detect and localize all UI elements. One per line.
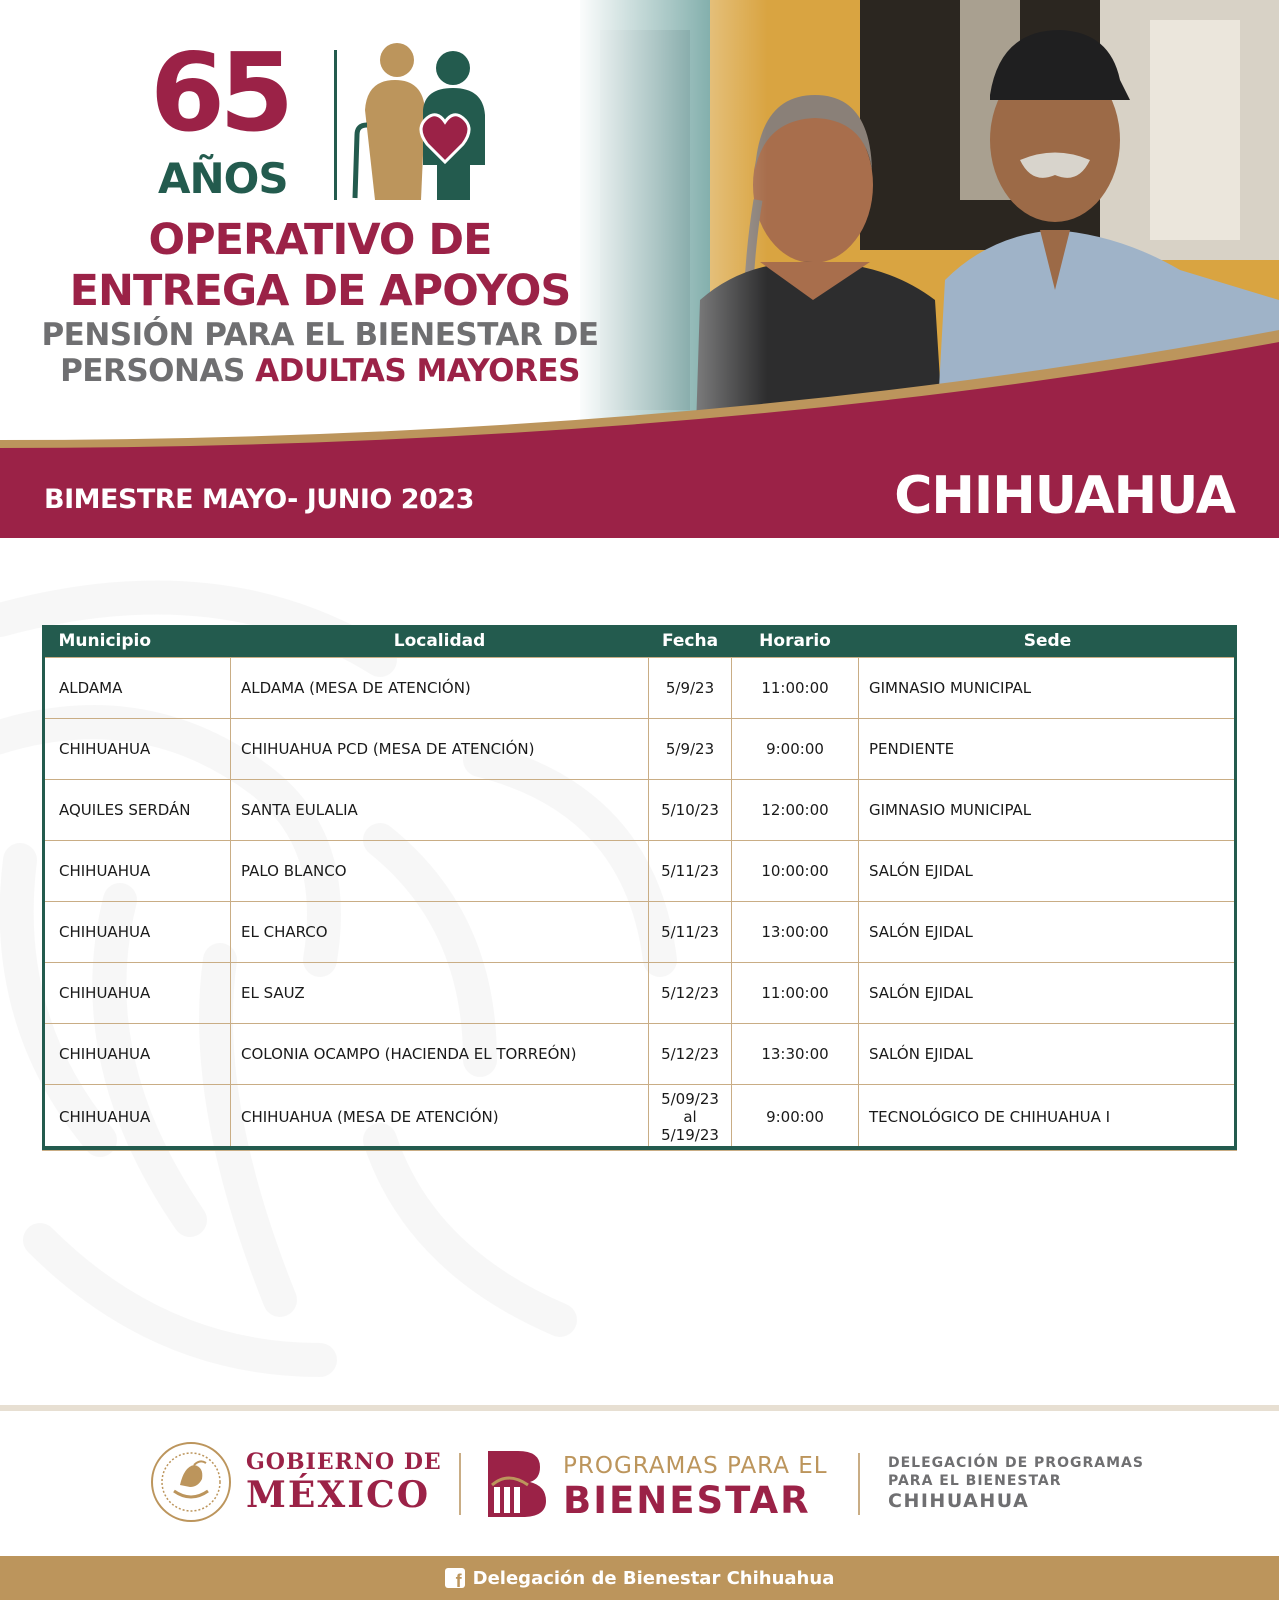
mexico-seal-icon [150, 1441, 232, 1523]
cell-localidad: CHIHUAHUA (MESA DE ATENCIÓN) [231, 1084, 649, 1150]
table-row [43, 779, 1237, 840]
fecha-end: 5/19/23 [661, 1126, 719, 1144]
main-title [20, 215, 620, 389]
table-row [43, 1084, 1237, 1150]
cell-fecha: 5/9/23 [649, 718, 732, 779]
gob-line-1: GOBIERNO DE [246, 1449, 442, 1475]
cell-localidad: SANTA EULALIA [231, 779, 649, 840]
facebook-text: Delegación de Bienestar Chihuahua [472, 1567, 835, 1589]
cell-municipio: CHIHUAHUA [43, 962, 231, 1023]
delegation-line-3: CHIHUAHUA [888, 1490, 1030, 1512]
footer-logos [0, 1411, 1279, 1556]
cell-horario: 10:00:00 [732, 840, 859, 901]
programas-bienestar-logo [563, 1453, 828, 1522]
cell-fecha: 5/11/23 [649, 901, 732, 962]
cell-fecha-range [649, 1084, 732, 1150]
logo-divider [334, 50, 337, 200]
header-localidad: Localidad [231, 625, 649, 657]
bienestar-b-icon [488, 1451, 546, 1517]
cell-fecha: 5/12/23 [649, 1023, 732, 1084]
fecha-separator: al [683, 1108, 697, 1126]
table-row [43, 657, 1237, 718]
table-header [43, 625, 1237, 657]
title-line-2: ENTREGA DE APOYOS [69, 266, 571, 316]
table-row [43, 901, 1237, 962]
cell-fecha: 5/11/23 [649, 840, 732, 901]
footer-separator [459, 1453, 461, 1515]
cell-horario: 12:00:00 [732, 779, 859, 840]
logo-word: AÑOS [158, 154, 288, 203]
cell-localidad: CHIHUAHUA PCD (MESA DE ATENCIÓN) [231, 718, 649, 779]
header-municipio: Municipio [43, 625, 231, 657]
table-row [43, 1023, 1237, 1084]
gob-line-2: MÉXICO [246, 1474, 431, 1516]
delegation-text [888, 1456, 1144, 1511]
cell-municipio: CHIHUAHUA [43, 901, 231, 962]
cell-horario: 13:00:00 [732, 901, 859, 962]
cell-horario: 9:00:00 [732, 718, 859, 779]
cell-municipio: CHIHUAHUA [43, 718, 231, 779]
cell-horario: 11:00:00 [732, 657, 859, 718]
table-row [43, 962, 1237, 1023]
cell-sede: SALÓN EJIDAL [859, 840, 1237, 901]
schedule-table [42, 625, 1237, 1151]
logo-number: 65 [150, 31, 289, 156]
cell-horario: 11:00:00 [732, 962, 859, 1023]
facebook-icon: f [445, 1568, 465, 1588]
cell-horario: 9:00:00 [732, 1084, 859, 1150]
cell-sede: SALÓN EJIDAL [859, 962, 1237, 1023]
cell-municipio: CHIHUAHUA [43, 840, 231, 901]
facebook-link[interactable] [0, 1556, 1279, 1600]
footer-separator [858, 1453, 860, 1515]
cell-localidad: PALO BLANCO [231, 840, 649, 901]
header-horario: Horario [732, 625, 859, 657]
cell-sede: SALÓN EJIDAL [859, 901, 1237, 962]
header-sede: Sede [859, 625, 1237, 657]
title-line-1: OPERATIVO DE [148, 215, 492, 265]
cell-localidad: EL SAUZ [231, 962, 649, 1023]
cell-sede: TECNOLÓGICO DE CHIHUAHUA I [859, 1084, 1237, 1150]
subtitle-line-2-gray: PERSONAS [60, 353, 245, 389]
delegation-line-2: PARA EL BIENESTAR [888, 1473, 1062, 1489]
cell-sede: GIMNASIO MUNICIPAL [859, 779, 1237, 840]
65-anos-logo [150, 31, 510, 210]
cell-municipio: AQUILES SERDÁN [43, 779, 231, 840]
cell-localidad: EL CHARCO [231, 901, 649, 962]
elderly-couple-icon [345, 40, 495, 205]
programs-line-1: PROGRAMAS PARA EL [563, 1453, 828, 1479]
subtitle-line-2 [20, 353, 620, 389]
header-fecha: Fecha [649, 625, 732, 657]
cell-municipio: CHIHUAHUA [43, 1023, 231, 1084]
cell-municipio: ALDAMA [43, 657, 231, 718]
cell-sede: GIMNASIO MUNICIPAL [859, 657, 1237, 718]
table-row [43, 718, 1237, 779]
facebook-bar [0, 1556, 1279, 1600]
cell-fecha: 5/9/23 [649, 657, 732, 718]
fecha-start: 5/09/23 [661, 1090, 719, 1108]
cell-sede: PENDIENTE [859, 718, 1237, 779]
programs-line-2: BIENESTAR [563, 1479, 811, 1522]
subtitle-line-1: PENSIÓN PARA EL BIENESTAR DE [41, 317, 599, 353]
cell-fecha: 5/12/23 [649, 962, 732, 1023]
cell-municipio: CHIHUAHUA [43, 1084, 231, 1150]
cell-horario: 13:30:00 [732, 1023, 859, 1084]
cell-fecha: 5/10/23 [649, 779, 732, 840]
table-row [43, 840, 1237, 901]
delegation-line-1: DELEGACIÓN DE PROGRAMAS [888, 1455, 1144, 1471]
hero-header [0, 0, 1279, 540]
cell-localidad: ALDAMA (MESA DE ATENCIÓN) [231, 657, 649, 718]
cell-localidad: COLONIA OCAMPO (HACIENDA EL TORREÓN) [231, 1023, 649, 1084]
cell-sede: SALÓN EJIDAL [859, 1023, 1237, 1084]
subtitle-line-2-accent: ADULTAS MAYORES [255, 353, 580, 389]
gobierno-mexico-logo [246, 1449, 442, 1516]
state-name: CHIHUAHUA [894, 466, 1235, 526]
period-label: BIMESTRE MAYO- JUNIO 2023 [44, 484, 474, 515]
